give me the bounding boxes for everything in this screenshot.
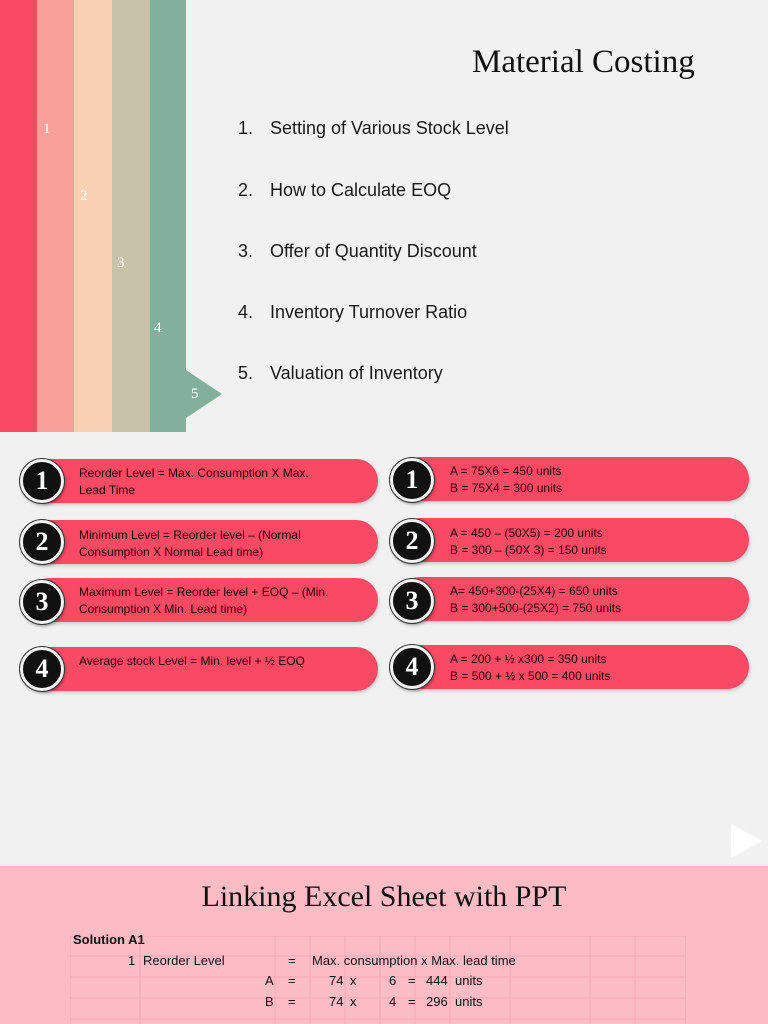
number-badge: 1 [390, 458, 434, 502]
answer-line: B = 75X4 = 300 units [450, 481, 563, 495]
slide-stock-levels [0, 432, 768, 866]
formula-cell: Max. consumption x Max. lead time [312, 953, 516, 968]
number-badge: 2 [20, 520, 64, 564]
arrow-label-5: 5 [191, 386, 199, 402]
answer-line: A= 450+300-(25X4) = 650 units [450, 584, 618, 598]
number-badge: 2 [390, 519, 434, 563]
answer-line: A = 75X6 = 450 units [450, 464, 562, 478]
answer-text [450, 463, 562, 497]
result-cell: 444 [426, 973, 448, 988]
value-cell: 4 [389, 994, 397, 1009]
agenda-item [238, 302, 467, 323]
item-name: B [265, 994, 274, 1009]
answer-line: A = 450 – (50X5) = 200 units [450, 526, 603, 540]
equals-sign: = [408, 973, 416, 988]
solution-label: Solution A1 [73, 932, 145, 947]
arrow-label-1: 1 [43, 121, 51, 137]
slide-material-costing [0, 0, 768, 432]
number-badge: 3 [390, 579, 434, 623]
number-badge: 4 [20, 647, 64, 691]
result-cell: 296 [426, 994, 448, 1009]
number-badge: 3 [20, 580, 64, 624]
unit-cell: units [455, 973, 483, 988]
agenda-item [238, 118, 509, 139]
answer-text [450, 525, 607, 559]
agenda-text: Inventory Turnover Ratio [270, 302, 468, 322]
times-sign: x [350, 994, 357, 1009]
agenda-number: 4. [238, 302, 254, 322]
formula-text [79, 653, 305, 670]
arrow-label-2: 2 [80, 188, 88, 204]
formula-line: Maximum Level = Reorder level + EOQ – (Min. [79, 585, 329, 599]
next-slide-arrow-icon[interactable] [731, 824, 762, 858]
agenda-item [238, 363, 443, 384]
slide-excel-link [0, 866, 768, 1024]
arrow-label-4: 4 [154, 320, 162, 336]
equals-sign: = [288, 994, 296, 1009]
agenda-text: Setting of Various Stock Level [270, 118, 509, 138]
agenda-number: 3. [238, 241, 254, 261]
item-name: A [265, 973, 274, 988]
agenda-text: Valuation of Inventory [270, 363, 443, 383]
value-cell: 6 [389, 973, 397, 988]
answer-text [450, 651, 610, 685]
answer-line: B = 500 + ½ x 500 = 400 units [450, 669, 611, 683]
agenda-item [238, 241, 477, 262]
stripe-5 [150, 0, 222, 432]
formula-text [79, 527, 301, 561]
number-badge: 4 [390, 645, 434, 689]
agenda-number: 2. [238, 180, 254, 200]
answer-line: A = 200 + ½ x300 = 350 units [450, 652, 607, 666]
equals-sign: = [288, 953, 296, 968]
agenda-number: 5. [238, 363, 254, 383]
formula-line: Lead Time [79, 483, 136, 497]
agenda-text: How to Calculate EOQ [270, 180, 452, 200]
row-label: Reorder Level [143, 953, 225, 968]
answer-text [450, 583, 621, 617]
answer-line: B = 300 – (50X 3) = 150 units [450, 543, 607, 557]
agenda-number: 1. [238, 118, 254, 138]
arrow-label-3: 3 [117, 255, 125, 271]
row-number: 1 [128, 953, 136, 968]
formula-line: Minimum Level = Reorder level – (Normal [79, 528, 301, 542]
formula-text [79, 465, 309, 499]
equals-sign: = [408, 994, 416, 1009]
agenda-item [238, 180, 451, 201]
unit-cell: units [455, 994, 483, 1009]
formula-text [79, 584, 328, 618]
equals-sign: = [288, 973, 296, 988]
number-badge: 1 [20, 459, 64, 503]
spreadsheet-grid [70, 936, 686, 1024]
slide-title: Material Costing [472, 44, 695, 80]
formula-line: Consumption X Min. Lead time) [79, 602, 248, 616]
value-cell: 74 [329, 994, 344, 1009]
formula-line: Consumption X Normal Lead time) [79, 545, 264, 559]
formula-line: Reorder Level = Max. Consumption X Max. [79, 466, 309, 480]
times-sign: x [350, 973, 357, 988]
value-cell: 74 [329, 973, 344, 988]
formula-line: Average stock Level = Min. level + ½ EOQ [79, 654, 305, 668]
answer-line: B = 300+500-(25X2) = 750 units [450, 601, 622, 615]
agenda-text: Offer of Quantity Discount [270, 241, 477, 261]
slide-title: Linking Excel Sheet with PPT [201, 880, 567, 913]
